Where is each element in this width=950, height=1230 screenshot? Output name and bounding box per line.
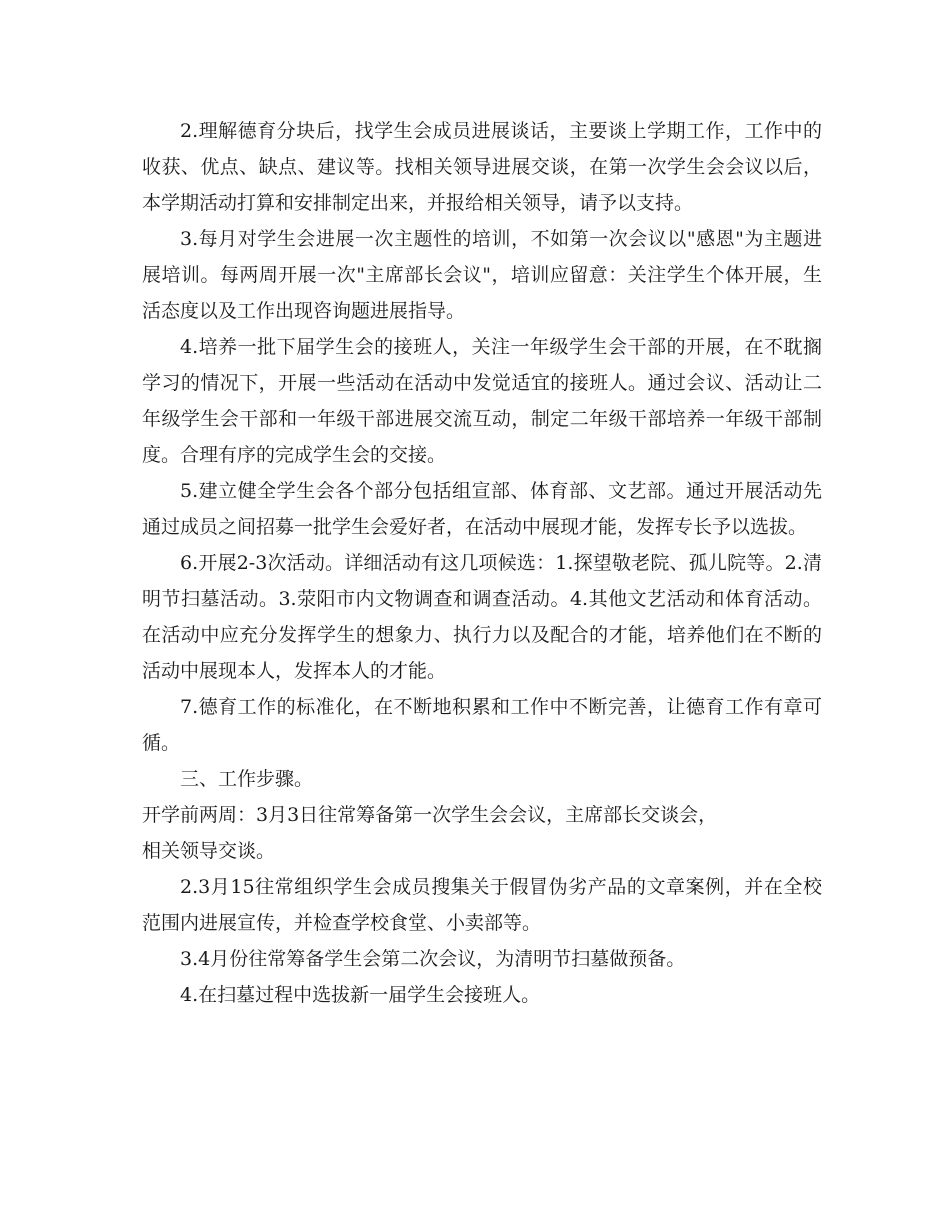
paragraph-item-3: 3.每月对学生会进展一次主题性的培训，不如第一次会议以"感恩"为主题进展培训。每两周开展一次"主席部长会议"，培训应留意：关注学生个体开展，生活态度以及工作出现咨询题进展指导。 [142,228,822,322]
paragraph-item-2: 2.理解德育分块后，找学生会成员进展谈话，主要谈上学期工作，工作中的收获、优点、缺点、建议等。找相关领导进展交谈，在第一次学生会会议以后，本学期活动打算和安排制定出来，并报给相关领导，请予以支持。 [142,120,822,214]
document-body [142,113,822,1013]
section-heading-steps: 三、工作步骤。 [180,768,314,790]
step-item-4: 4.在扫墓过程中选拔新一届学生会接班人。 [180,984,541,1006]
paragraph-item-6: 6.开展2-3次活动。详细活动有这几项候选：1.探望敬老院、孤儿院等。2.清明节扫墓活动。3.荥阳市内文物调查和调查活动。4.其他文艺活动和体育活动。在活动中应充分发挥学生的想象力、执行力以及配合的才能，培养他们在不断的活动中展现本人，发挥本人的才能。 [142,552,822,682]
step-item-2: 2.3月15往常组织学生会成员搜集关于假冒伪劣产品的文章案例，并在全校范围内进展宣传，并检查学校食堂、小卖部等。 [142,876,822,934]
paragraph-item-7: 7.德育工作的标准化，在不断地积累和工作中不断完善，让德育工作有章可循。 [142,696,822,754]
step-item-3: 3.4月份往常筹备学生会第二次会议，为清明节扫墓做预备。 [180,948,686,970]
step-first-line: 开学前两周：3月3日往常筹备第一次学生会会议，主席部长交谈会， [142,804,718,826]
paragraph-item-5: 5.建立健全学生会各个部分包括组宣部、体育部、文艺部。通过开展活动先通过成员之间招募一批学生会爱好者，在活动中展现才能，发挥专长予以选拔。 [142,480,822,538]
step-first-continuation: 相关领导交谈。 [142,840,276,862]
paragraph-item-4: 4.培养一批下届学生会的接班人，关注一年级学生会干部的开展，在不耽搁学习的情况下，开展一些活动在活动中发觉适宜的接班人。通过会议、活动让二年级学生会干部和一年级干部进展交流互动，制定二年级干部培养一年级干部制度。合理有序的完成学生会的交接。 [142,336,822,466]
